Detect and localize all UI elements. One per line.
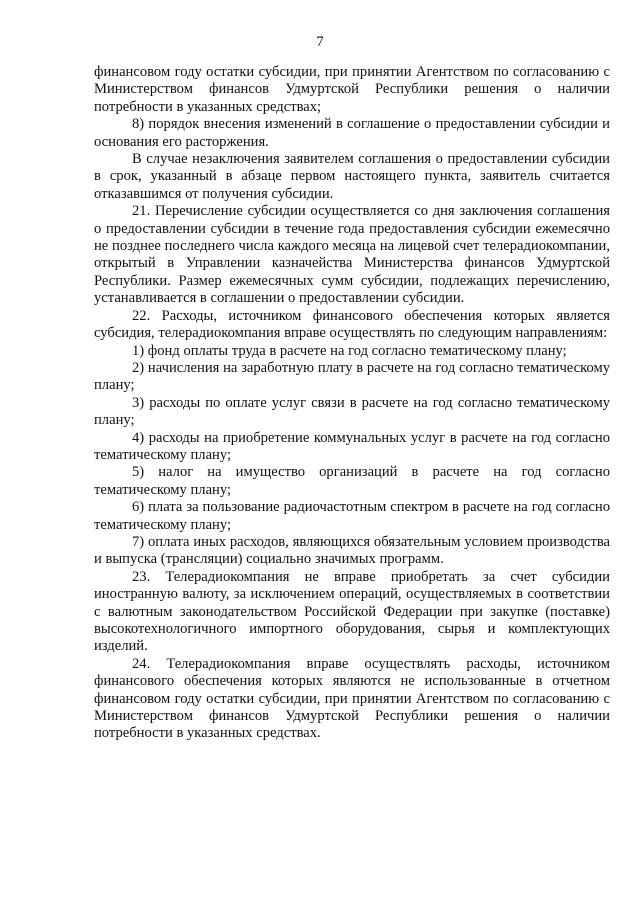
paragraph: 24. Телерадиокомпания вправе осуществлять расходы, источником финансового обеспечения которых являются не использованные в отчетном финансовом году остатки субсидии, при принятии Агентством по согласованию с Министерством финансов Удмуртской Республики решения о наличии потребности в указанных средствах. [94, 655, 610, 742]
paragraph: 3) расходы по оплате услуг связи в расчете на год согласно тематическому плану; [94, 394, 610, 429]
paragraph: В случае незаключения заявителем соглашения о предоставлении субсидии в срок, указанный в абзаце первом настоящего пункта, заявитель считается отказавшимся от получения субсидии. [94, 151, 610, 202]
paragraph: 4) расходы на приобретение коммунальных услуг в расчете на год согласно тематическому плану; [94, 429, 610, 463]
paragraph: 21. Перечисление субсидии осуществляется со дня заключения соглашения о предоставлении субсидии в течение года предоставления субсидии ежемесячно не позднее последнего числа каждого месяца на лицевой счет телерадиокомпании, открытый в Управлении казначейства Министерства финансов Удмуртской Республики. Размер ежемесячных сумм субсидии, подлежащих перечислению, устанавливается в соглашении о предоставлении субсидии. [94, 203, 610, 307]
paragraph: финансовом году остатки субсидии, при принятии Агентством по согласованию с Министерством финансов Удмуртской Республики решения о наличии потребности в указанных средствах; [94, 64, 610, 115]
page-number: 7 [316, 34, 324, 50]
paragraph: 7) оплата иных расходов, являющихся обязательным условием производства и выпуска (трансляции) социально значимых программ. [94, 533, 610, 568]
paragraph: 8) порядок внесения изменений в соглашение о предоставлении субсидии и основания его расторжения. [94, 116, 610, 150]
paragraph: 6) плата за пользование радиочастотным спектром в расчете на год согласно тематическому плану; [94, 499, 610, 533]
paragraph: 5) налог на имущество организаций в расчете на год согласно тематическому плану; [94, 464, 610, 498]
paragraph: 23. Телерадиокомпания не вправе приобретать за счет субсидии иностранную валюту, за исключением операций, осуществляемых в соответствии с валютным законодательством Российской Федерации при закупке (поставке) высокотехнологичного импортного оборудования, сырья и комплектующих изделий. [94, 568, 610, 655]
paragraph: 2) начисления на заработную плату в расчете на год согласно тематическому плану; [94, 359, 610, 394]
paragraph: 22. Расходы, источником финансового обеспечения которых является субсидия, телерадиокомпания вправе осуществлять по следующим направлениям: [94, 307, 610, 342]
document-body [94, 64, 610, 743]
paragraph: 1) фонд оплаты труда в расчете на год согласно тематическому плану; [132, 342, 567, 359]
